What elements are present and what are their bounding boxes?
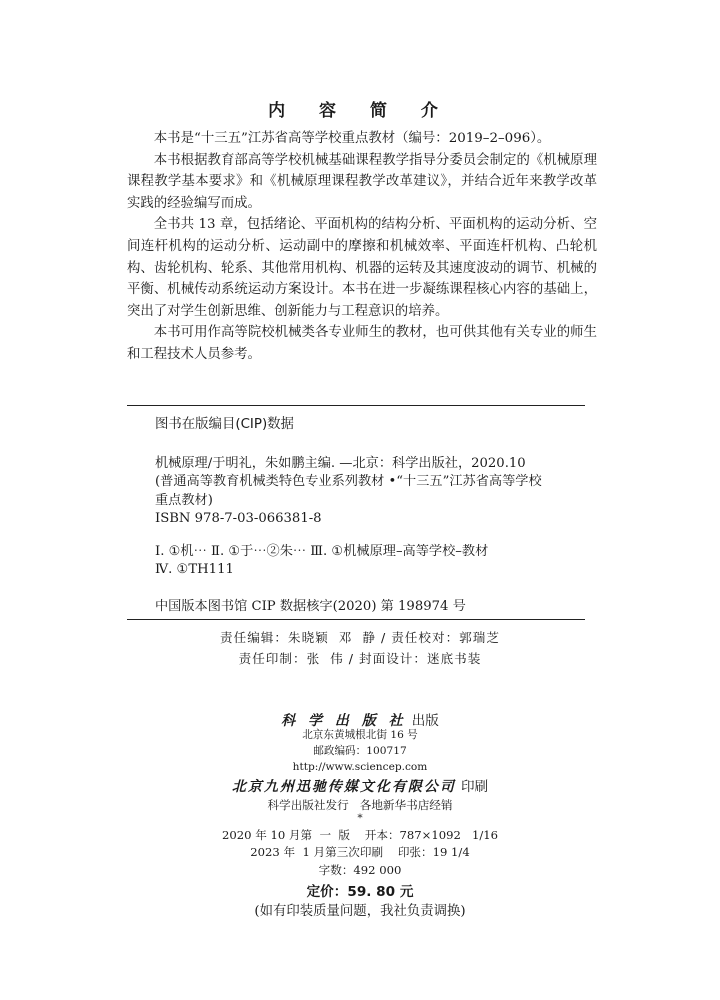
printer-name: 北京九州迅驰传媒文化有限公司 [231, 779, 456, 795]
separator-star: * [357, 812, 363, 824]
page-title: 内 容 简 介 [268, 101, 452, 121]
price: 定价：59. 80 元 [306, 884, 414, 900]
cip-record [155, 455, 605, 529]
cip-isbn: ISBN 978-7-03-066381-8 [155, 511, 322, 527]
cip-class-line: Ⅰ. ①机⋯ Ⅱ. ①于⋯②朱⋯ Ⅲ. ①机械原理–高等学校–教材 [155, 544, 489, 559]
divider-bottom [127, 619, 585, 620]
publisher-address: 北京东黄城根北街 16 号 [302, 729, 418, 741]
intro-paragraph-1: 本书是“十三五”江苏省高等学校重点教材（编号：2019–2–096）。 [153, 131, 551, 146]
divider-top [127, 405, 585, 406]
publisher-line [0, 709, 720, 730]
intro-paragraph-3: 全书共 13 章，包括绪论、平面机构的结构分析、平面机构的运动分析、空间连杆机构的运动分析、运动副中的摩擦和机械效率、平面连杆机构、凸轮机构、齿轮机构、轮系、其他常用机构、机器的运转及其速度波动的调节、机械的平衡、机械传动系统运动方案设计。本书在进一步凝练课程核心内容的基础上，突出了对学生创新思维、创新能力与工程意识的培养。 [127, 217, 597, 319]
credits-production: 责任印制：张 伟 / 封面设计：迷底书装 [238, 651, 482, 666]
cip-verify-line: 中国版本图书馆 CIP 数据核字(2020) 第 198974 号 [155, 599, 466, 614]
cip-line: 机械原理/于明礼，朱如鹏主编. —北京：科学出版社，2020.10 [155, 456, 526, 471]
edition-line-1: 2020 年 10 月第 一 版 开本：787×1092 1/16 [222, 828, 498, 842]
printer-suffix: 印刷 [460, 779, 489, 795]
cip-heading: 图书在版编目(CIP)数据 [155, 417, 294, 432]
word-count: 字数：492 000 [318, 863, 402, 877]
intro-paragraph-4: 本书可用作高等院校机械类各专业师生的教材，也可供其他有关专业的师生和工程技术人员参考。 [127, 325, 597, 362]
edition-line-2: 2023 年 1 月第三次印刷 印张：19 1/4 [250, 845, 470, 859]
cip-line: (普通高等教育机械类特色专业系列教材 •“十三五”江苏省高等学校 [155, 474, 542, 490]
intro-paragraph-2: 本书根据教育部高等学校机械基础课程教学指导分委员会制定的《机械原理课程教学基本要求》和《机械原理课程教学改革建议》，并结合近年来教学改革实践的经验编写而成。 [127, 152, 597, 211]
publisher-suffix: 出版 [411, 713, 439, 729]
cip-classification [155, 543, 605, 580]
publisher-url: http://www.sciencep.com [292, 761, 428, 773]
cip-verify [155, 598, 605, 616]
credits-editors: 责任编辑：朱晓颖 邓 静 / 责任校对：郭瑞芝 [220, 630, 500, 645]
cip-class-line: Ⅳ. ①TH111 [155, 562, 234, 578]
quality-notice: (如有印装质量问题，我社负责调换) [254, 904, 466, 919]
introduction [127, 128, 597, 366]
publisher-name: 科 学 出 版 社 [281, 713, 407, 729]
distribution-line: 科学出版社发行 各地新华书店经销 [267, 798, 453, 812]
publisher-postcode: 邮政编码：100717 [313, 745, 407, 757]
cip-line: 重点教材) [155, 492, 213, 508]
printer-line [0, 775, 720, 796]
